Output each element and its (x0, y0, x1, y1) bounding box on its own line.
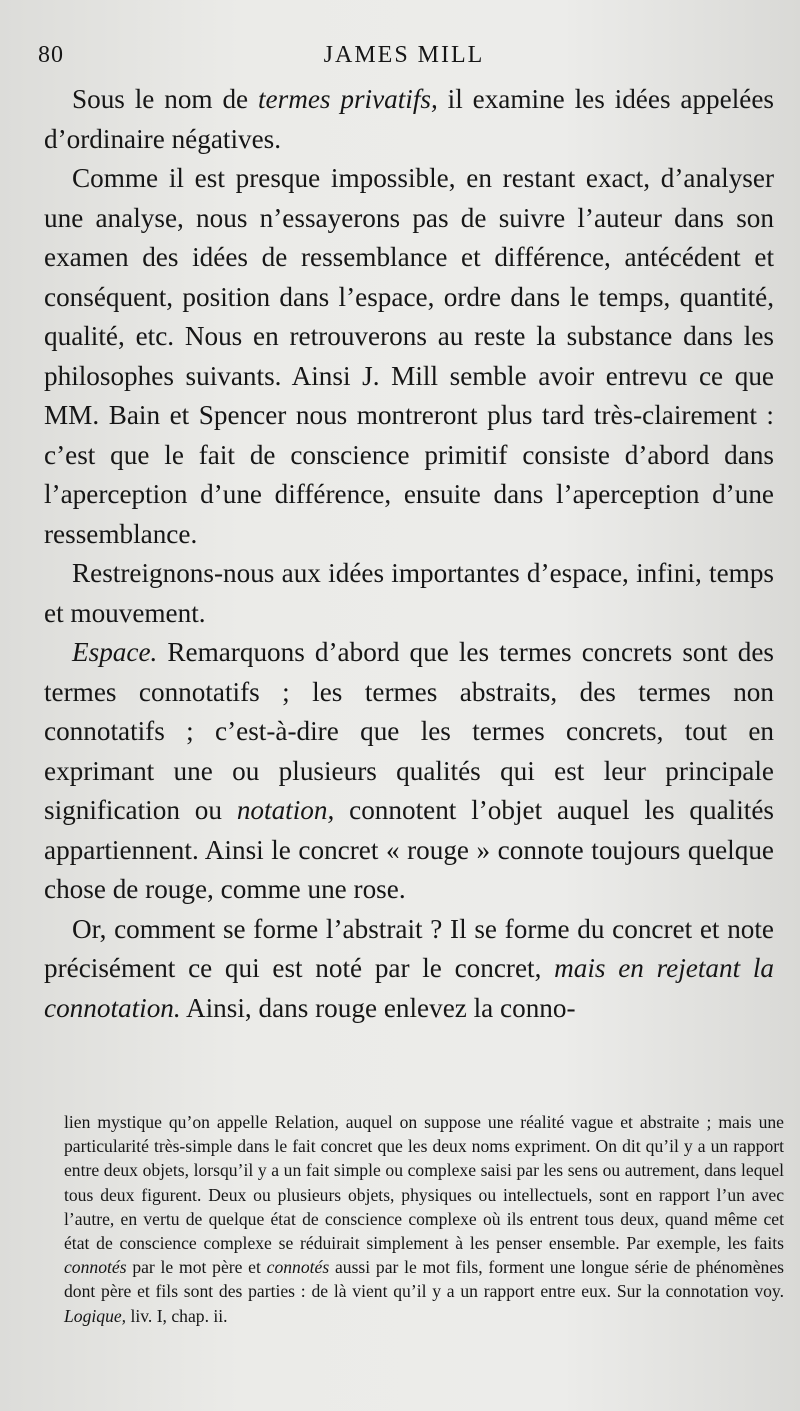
text-run: lien mystique qu’on appelle Relation, auquel on suppose une réalité vague et abstraite ; mais une particularité très-simple dans le fait concret que les deux noms expriment. On dit qu’il y a un rapport entre deux objets, lorsqu’il y a un fait simple ou complexe saisi par les sens ou autrement, dans lequel tous deux figurent. Deux ou plusieurs objets, physiques ou intellectuels, sont en rapport l’un avec l’autre, en vertu de quelque état de conscience complexe où ils entrent tous deux, quand même cet état de conscience complexe se réduirait simplement à les penser ensemble. Par exemple, les faits (64, 1112, 784, 1254)
text-run: aussi par le mot fils, forment une longue série de phénomènes dont père et fils sont des parties : de là vient qu’il y a un rapport entre eux. Sur la connotation voy. (64, 1257, 784, 1302)
text-run: liv. I, chap. ii. (126, 1305, 228, 1326)
italic-run: connotés (64, 1257, 127, 1278)
italic-run: Espace. (72, 637, 158, 667)
text-run: Sous le nom de (72, 84, 258, 114)
text-run: connotent l’objet auquel les qualités appartiennent. Ainsi le concret « rouge » connote toujours quelque chose de rouge, comme une rose. (44, 795, 774, 904)
paragraph-abstract (44, 910, 774, 1029)
paragraph-privative-terms (44, 80, 774, 159)
italic-run: Logique, (64, 1305, 127, 1326)
running-title: JAMES MILL (323, 42, 485, 68)
text-run: Ainsi, dans rouge enlevez la conno- (180, 992, 576, 1023)
main-text (44, 80, 774, 1028)
italic-run: termes privatifs, (258, 84, 438, 114)
text-run: Remarquons d’abord que les termes concrets sont des termes connotatifs ; les termes abstraits, des termes non connotatifs ; c’est-à-dire que les termes concrets, tout en exprimant une ou plusieurs qualités qui est leur principale signification ou (44, 637, 774, 825)
paragraph-restrict: Restreignons-nous aux idées importantes d’espace, infini, temps et mouvement. (44, 558, 774, 628)
italic-run: notation, (236, 795, 335, 825)
footnote-paragraph (64, 1110, 784, 1328)
text-run: Or, comment se forme l’abstrait ? Il se forme du concret et note précisément ce qui est noté par le concret, (44, 913, 774, 983)
footnote (64, 1110, 784, 1328)
page-number: 80 (38, 42, 64, 68)
paragraph-espace (44, 633, 774, 910)
text-run: par le mot père et (126, 1257, 267, 1278)
italic-run: mais en rejetant la connotation. (44, 953, 774, 1023)
paragraph-analysis: Comme il est presque impossible, en restant exact, d’analyser une analyse, nous n’essayerons pas de suivre l’auteur dans son examen des idées de ressemblance et différence, antécédent et conséquent, position dans l’espace, ordre dans le temps, quantité, qualité, etc. Nous en retrouverons au reste la substance dans les philosophes suivants. Ainsi J. Mill semble avoir entrevu ce que MM. Bain et Spencer nous montreront plus tard très-clairement : c’est que le fait de conscience primitif consiste d’abord dans l’aperception d’une différence, ensuite dans l’aperception d’une ressemblance. (44, 163, 774, 549)
italic-run: connotés (266, 1257, 330, 1278)
running-header (38, 42, 770, 74)
text-run: il examine les idées appelées d’ordinaire négatives. (44, 84, 774, 154)
